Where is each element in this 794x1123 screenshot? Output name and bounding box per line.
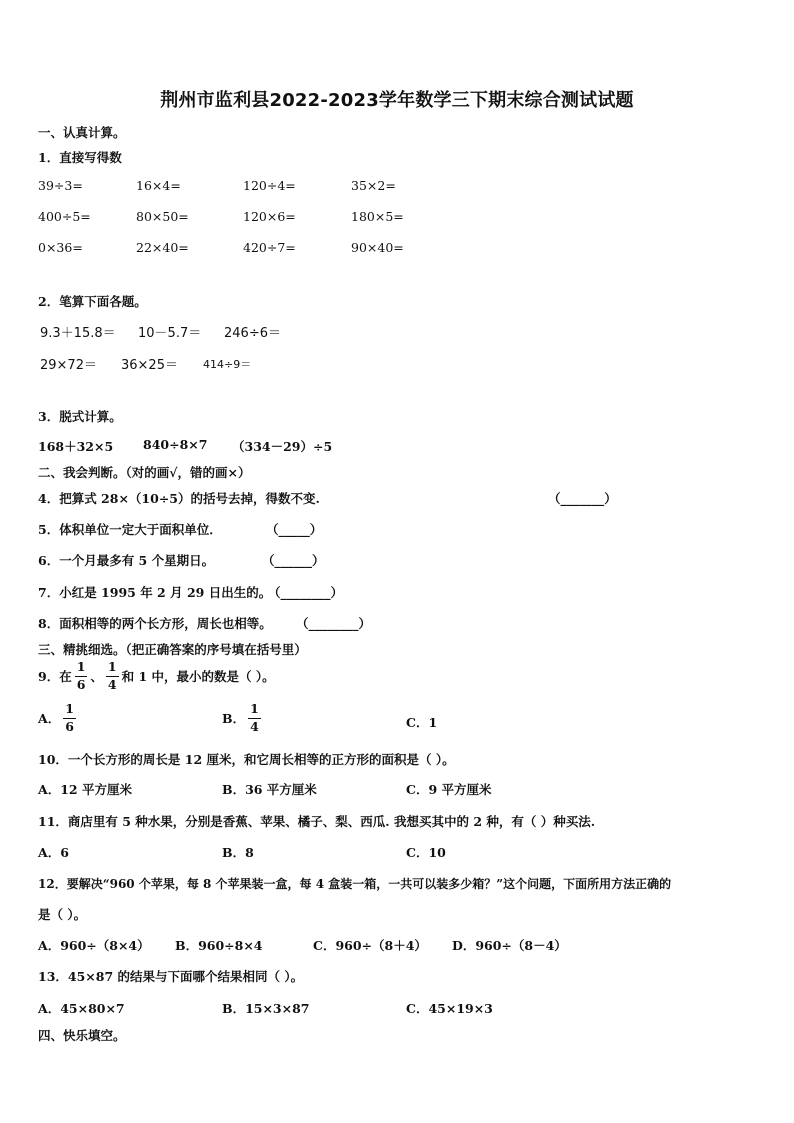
written-calc-item: 29×72＝: [40, 358, 97, 373]
judge-question: 6．一个月最多有 5 个星期日。: [38, 553, 215, 568]
q11-question: 11．商店里有 5 种水果，分别是香蕉、苹果、橘子、梨、西瓜. 我想买其中的 2 种，有（ ）种买法.: [38, 814, 596, 829]
q13-question: 13．45×87 的结果与下面哪个结果相同（ ）。: [38, 969, 304, 984]
written-calc-item: 9.3＋15.8＝: [40, 326, 116, 341]
calc-item: 22×40=: [136, 240, 189, 255]
q11-option-a: A．6: [38, 845, 69, 860]
page-title: 荆州市监利县2022-2023学年数学三下期末综合测试试题: [160, 90, 634, 111]
calc-item: 90×40=: [351, 240, 404, 255]
q12-question-line1: 12．要解决“960 个苹果，每 8 个苹果装一盒，每 4 盒装一箱，一共可以装多少箱？”这个问题，下面所用方法正确的: [38, 877, 672, 891]
q9-option-c: C．1: [406, 715, 438, 730]
q10-option-b: B．36 平方厘米: [222, 782, 317, 797]
calc-item: 120÷4=: [243, 178, 296, 193]
judge-question: 5．体积单位一定大于面积单位．: [38, 522, 222, 537]
answer-blank: （_____）: [266, 522, 323, 537]
q12-option-a: A．960÷（8×4）: [38, 938, 150, 953]
calc-item: 35×2=: [351, 178, 396, 193]
written-calc-item: 414÷9＝: [203, 358, 252, 371]
q2-label: 2．笔算下面各题。: [38, 294, 147, 309]
q12-option-b: B．960÷8×4: [175, 938, 263, 953]
expression-item: （334－29）÷5: [232, 439, 333, 454]
calc-item: 16×4=: [136, 178, 181, 193]
q3-label: 3．脱式计算。: [38, 409, 122, 424]
calc-item: 120×6=: [243, 209, 296, 224]
q12-question-line2: 是（ ）。: [38, 907, 87, 922]
q9-suffix: 和 1 中，最小的数是（ ）。: [121, 669, 275, 684]
q9-option-b: B． $\frac{1}{4}$: [222, 701, 259, 734]
q1-label: 1．直接写得数: [38, 150, 122, 165]
section-3-heading: 三、精挑细选。（把正确答案的序号填在括号里）: [38, 642, 307, 657]
q11-option-c: C．10: [406, 845, 446, 860]
answer-blank: （________）: [268, 585, 344, 600]
fraction-one-fourth: $\frac{1}{4}$: [107, 659, 117, 692]
calc-item: 400÷5=: [38, 209, 91, 224]
section-1-heading: 一、认真计算。: [38, 125, 126, 140]
written-calc-item: 10－5.7＝: [138, 326, 202, 341]
q10-question: 10．一个长方形的周长是 12 厘米，和它周长相等的正方形的面积是（ ）。: [38, 752, 455, 767]
calc-item: 80×50=: [136, 209, 189, 224]
fraction-one-fourth: $\frac{1}{4}$: [250, 701, 259, 734]
written-calc-item: 246÷6＝: [224, 326, 281, 341]
q9-question: [38, 661, 275, 691]
written-calc-item: 36×25＝: [121, 358, 178, 373]
calc-item: 420÷7=: [243, 240, 296, 255]
q13-option-c: C．45×19×3: [406, 1001, 493, 1016]
q13-option-a: A．45×80×7: [38, 1001, 125, 1016]
judge-question: 8．面积相等的两个长方形，周长也相等。: [38, 616, 272, 631]
q12-option-c: C．960÷（8＋4）: [313, 938, 427, 953]
expression-item: 168＋32×5: [38, 439, 114, 454]
section-2-heading: 二、我会判断。（对的画√，错的画×）: [38, 465, 251, 480]
fraction-one-sixth: $\frac{1}{6}$: [65, 701, 74, 734]
answer-blank: （_______）: [548, 491, 617, 506]
answer-blank: （______）: [262, 553, 325, 568]
answer-blank: （________）: [296, 616, 372, 631]
q11-option-b: B．8: [222, 845, 254, 860]
section-4-heading: 四、快乐填空。: [38, 1028, 126, 1043]
q12-option-d: D．960÷（8－4）: [452, 938, 567, 953]
fraction-one-sixth: $\frac{1}{6}$: [76, 659, 86, 692]
q9-separator: 、: [90, 669, 103, 684]
q10-option-c: C．9 平方厘米: [406, 782, 492, 797]
q9-prefix: 9．在: [38, 669, 72, 684]
calc-item: 0×36=: [38, 240, 83, 255]
judge-question: 4．把算式 28×（10÷5）的括号去掉，得数不变.: [38, 491, 320, 506]
calc-item: 39÷3=: [38, 178, 83, 193]
calc-item: 180×5=: [351, 209, 404, 224]
expression-item: 840÷8×7: [143, 437, 208, 452]
q10-option-a: A．12 平方厘米: [38, 782, 132, 797]
q9-option-a: A． $\frac{1}{6}$: [38, 701, 74, 734]
q13-option-b: B．15×3×87: [222, 1001, 310, 1016]
judge-question: 7．小红是 1995 年 2 月 29 日出生的。: [38, 585, 272, 600]
